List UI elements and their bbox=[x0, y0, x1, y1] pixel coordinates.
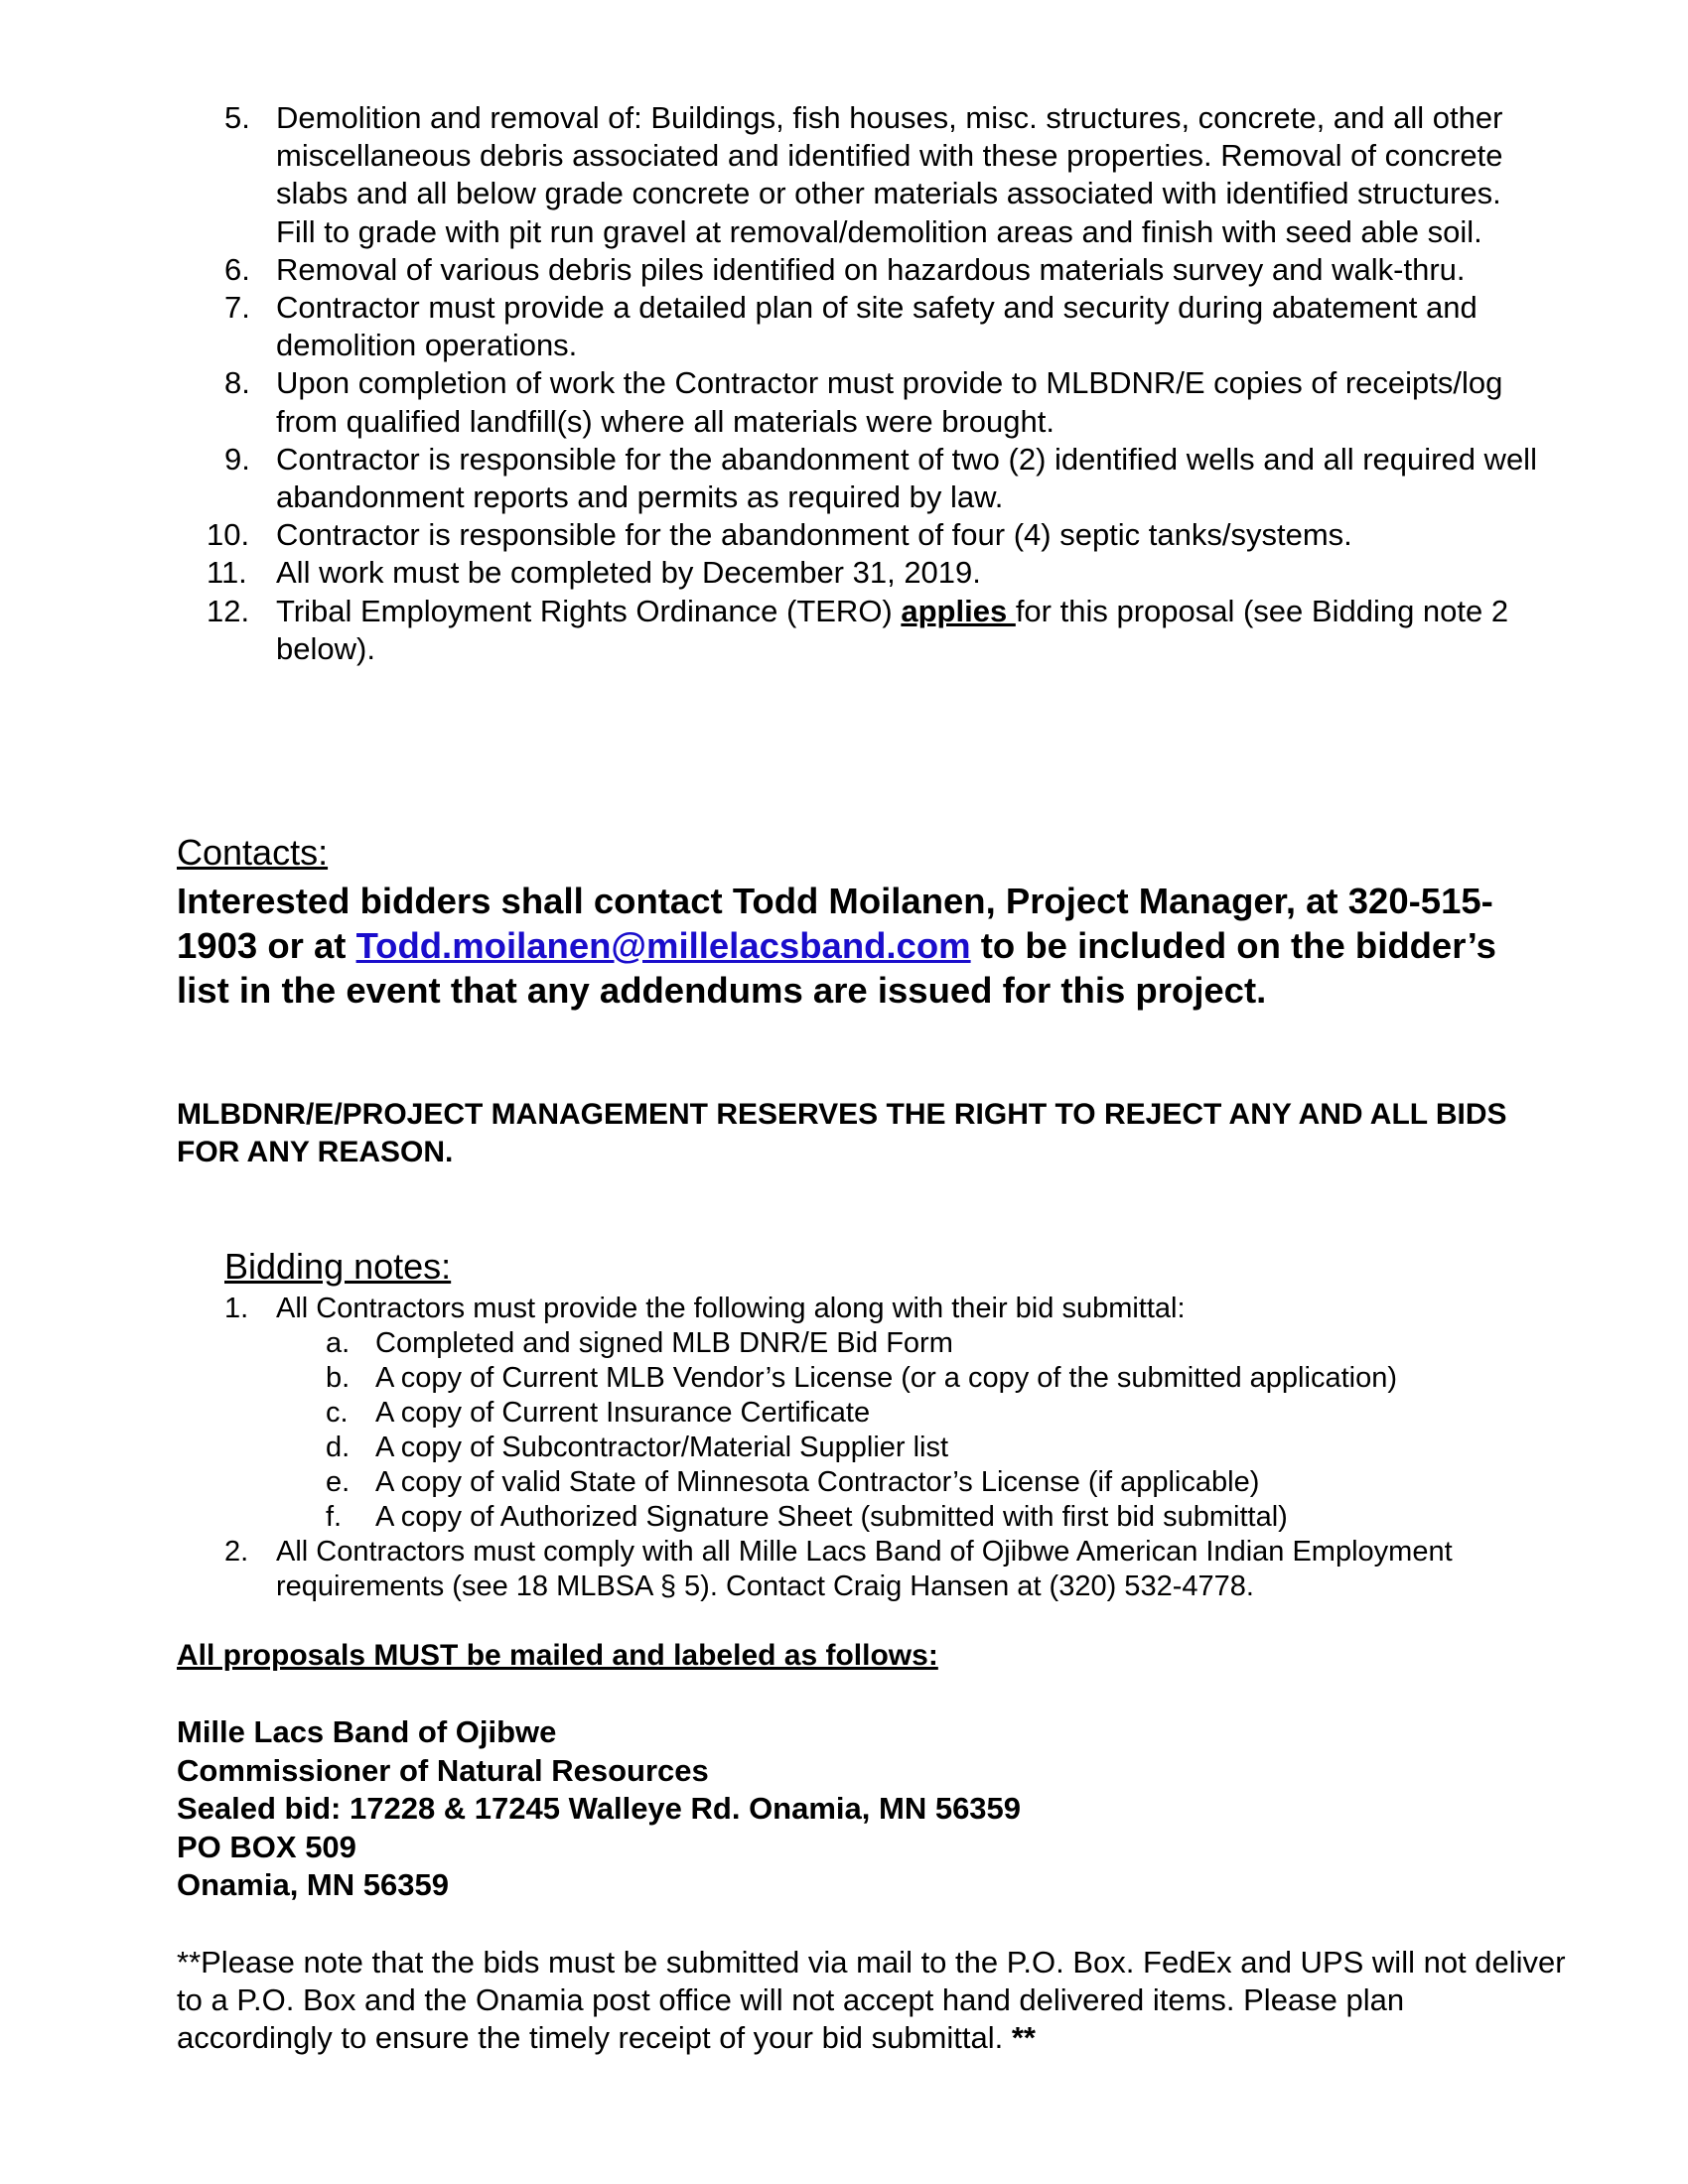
sub-list-letter: c. bbox=[326, 1397, 349, 1429]
sub-list-text: A copy of Current Insurance Certificate bbox=[375, 1397, 871, 1429]
list-number: 9. bbox=[224, 441, 250, 477]
list-item bbox=[224, 1292, 1565, 1326]
list-number: 6. bbox=[224, 251, 250, 287]
list-text: Demolition and removal of: Buildings, fish houses, misc. structures, concrete, and all other miscellaneous debris associated and identified with these properties. Removal of concrete slabs and all below grade concrete or other materials associated with identified structures. Fill to grade with pit run gravel at removal/demolition areas and finish with seed able soil. bbox=[276, 100, 1503, 249]
sub-list-text: A copy of valid State of Minnesota Contractor’s License (if applicable) bbox=[375, 1466, 1260, 1498]
address-line: Onamia, MN 56359 bbox=[177, 1867, 449, 1902]
reserve-notice: MLBDNR/E/PROJECT MANAGEMENT RESERVES THE RIGHT TO REJECT ANY AND ALL BIDS FOR ANY REASON. bbox=[177, 1098, 1507, 1168]
sub-list-letter: a. bbox=[326, 1327, 351, 1359]
list-number: 7. bbox=[224, 290, 250, 326]
sub-list-item bbox=[224, 1431, 1565, 1465]
list-item bbox=[224, 441, 1545, 516]
bidding-notes-list bbox=[224, 1292, 1565, 1604]
list-text-part: Tribal Employment Rights Ordinance (TERO) bbox=[276, 593, 902, 628]
list-number: 12. bbox=[207, 593, 250, 628]
sub-list-letter: d. bbox=[326, 1432, 351, 1463]
list-item bbox=[207, 593, 1545, 668]
sub-list-text: A copy of Current MLB Vendor’s License (or a copy of the submitted application) bbox=[375, 1362, 1397, 1394]
sub-list-text: A copy of Subcontractor/Material Supplier list bbox=[375, 1432, 949, 1463]
note-asterisks: ** bbox=[1011, 2020, 1036, 2055]
sub-list-letter: e. bbox=[326, 1466, 351, 1498]
list-item bbox=[207, 554, 1545, 592]
list-item bbox=[224, 1535, 1565, 1604]
list-number: 2. bbox=[224, 1536, 249, 1568]
sub-list-item bbox=[224, 1326, 1565, 1361]
sub-list-item bbox=[224, 1500, 1565, 1535]
sub-list-letter: b. bbox=[326, 1362, 351, 1394]
list-item bbox=[224, 364, 1545, 440]
contacts-text: to be included on the bidder’s list in the event that any addendums are issued for this project. bbox=[177, 925, 1496, 1011]
list-text: All work must be completed by December 31, 2019. bbox=[276, 555, 981, 591]
address-line: Commissioner of Natural Resources bbox=[177, 1752, 709, 1788]
address-line: Sealed bid: 17228 & 17245 Walleye Rd. Onamia, MN 56359 bbox=[177, 1791, 1022, 1826]
contacts-text: Interested bidders shall contact Todd Moilanen, Project Manager, at 320-515-1903 or at bbox=[177, 881, 1493, 966]
sub-list-text: Completed and signed MLB DNR/E Bid Form bbox=[375, 1327, 953, 1359]
list-item bbox=[207, 516, 1545, 554]
bidding-notes-heading: Bidding notes: bbox=[224, 1246, 452, 1287]
email-link[interactable]: Todd.moilanen@millelacsband.com bbox=[355, 925, 971, 966]
list-number: 11. bbox=[207, 555, 247, 591]
list-text: Contractor is responsible for the abandonment of two (2) identified wells and all required well abandonment reports and permits as required by law. bbox=[276, 441, 1537, 515]
list-number: 10. bbox=[207, 517, 250, 553]
list-text: Removal of various debris piles identified on hazardous materials survey and walk-thru. bbox=[276, 251, 1466, 287]
submission-note bbox=[177, 1944, 1567, 2057]
sub-list-letter: f. bbox=[326, 1501, 343, 1533]
list-item bbox=[224, 289, 1545, 364]
address-line: PO BOX 509 bbox=[177, 1829, 356, 1864]
list-item bbox=[224, 251, 1545, 289]
applies-emphasis: applies bbox=[901, 593, 1016, 628]
sub-list-item bbox=[224, 1361, 1565, 1396]
sub-list-text: A copy of Authorized Signature Sheet (submitted with first bid submittal) bbox=[375, 1501, 1288, 1533]
list-text-part: for this proposal (see Bidding note 2 below). bbox=[276, 593, 1509, 666]
sub-list-item bbox=[224, 1396, 1565, 1431]
list-text: Upon completion of work the Contractor must provide to MLBDNR/E copies of receipts/log from qualified landfill(s) where all materials were brought. bbox=[276, 365, 1503, 439]
list-text: All Contractors must provide the following along with their bid submittal: bbox=[276, 1293, 1186, 1324]
list-text: Contractor must provide a detailed plan of site safety and security during abatement and demolition operations. bbox=[276, 290, 1477, 363]
list-number: 1. bbox=[224, 1293, 249, 1324]
scope-list bbox=[207, 99, 1545, 668]
contacts-heading: Contacts: bbox=[177, 832, 329, 873]
address-line: Mille Lacs Band of Ojibwe bbox=[177, 1714, 557, 1749]
list-text bbox=[276, 594, 1508, 666]
list-text: Contractor is responsible for the abandonment of four (4) septic tanks/systems. bbox=[276, 517, 1352, 553]
contacts-paragraph bbox=[177, 879, 1527, 1013]
list-number: 8. bbox=[224, 365, 250, 401]
list-number: 5. bbox=[224, 100, 250, 135]
mailing-address bbox=[177, 1713, 1021, 1905]
mailing-heading: All proposals MUST be mailed and labeled as follows: bbox=[177, 1639, 938, 1672]
sub-list-item bbox=[224, 1465, 1565, 1500]
note-text: **Please note that the bids must be submitted via mail to the P.O. Box. FedEx and UPS will not deliver to a P.O. Box and the Onamia post office will not accept hand delivered items. Please plan accordingly to ensure the timely receipt of your bid submittal. bbox=[177, 1945, 1566, 2055]
list-item bbox=[224, 99, 1545, 251]
list-text: All Contractors must comply with all Mille Lacs Band of Ojibwe American Indian Employment requirements (see 18 MLBSA § 5). Contact Craig Hansen at (320) 532-4778. bbox=[276, 1536, 1453, 1602]
